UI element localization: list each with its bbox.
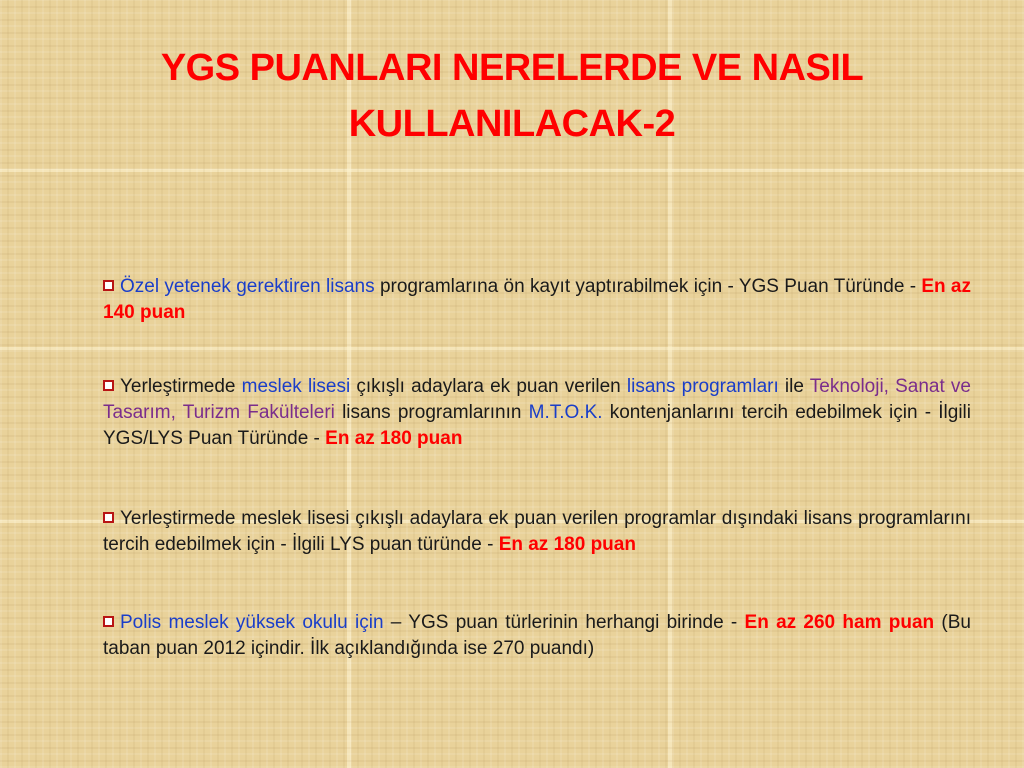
checkbox-bullet-icon (103, 280, 114, 291)
checkbox-bullet-icon (103, 512, 114, 523)
bullet-text: lisans programlarının (334, 402, 529, 423)
bullet-text-highlight: meslek lisesi (241, 376, 351, 397)
checkbox-bullet-icon (103, 616, 114, 627)
bullet-item (103, 506, 971, 558)
bullet-text: kontenjanlarını tercih edebilmek için - İlgili YGS/LYS Puan Türünde - (103, 402, 971, 449)
bullet-text: programlarına ön kayıt yaptırabilmek için - YGS Puan Türünde - (374, 276, 922, 297)
slide-title (80, 40, 944, 152)
bullet-text: Yerleştirmede (120, 376, 242, 397)
bullet-text-highlight: Özel yetenek gerektiren lisans (120, 276, 375, 297)
bullet-item (103, 374, 971, 452)
bullet-score: En az 140 puan (103, 276, 972, 323)
bullet-item (103, 610, 971, 662)
bullet-text-highlight: Polis meslek yüksek okulu için (120, 612, 384, 633)
checkbox-bullet-icon (103, 380, 114, 391)
bullet-text: – YGS puan türlerinin herhangi birinde - (383, 612, 745, 633)
bullet-score: En az 180 puan (498, 534, 636, 555)
bullet-item (103, 274, 971, 326)
bullet-list (103, 274, 971, 662)
bullet-text-faculties: Teknoloji, Sanat ve Tasarım, Turizm Fakülteleri (103, 376, 971, 423)
bullet-score: En az 260 ham puan (744, 612, 935, 633)
title-line-1: YGS PUANLARI NERELERDE VE NASIL (160, 47, 864, 89)
bullet-text-highlight: M.T.O.K. (528, 402, 603, 423)
bullet-text: ile (778, 376, 810, 397)
bullet-text: (Bu taban puan 2012 içindir. İlk açıklandığında ise 270 puandı) (103, 612, 971, 659)
bullet-text: Yerleştirmede meslek lisesi çıkışlı adaylara ek puan verilen programlar dışındaki lisans programlarını tercih edebilmek için - İlgili LYS puan türünde - (103, 508, 971, 555)
title-line-2: KULLANILACAK-2 (348, 103, 676, 145)
bullet-text-highlight: lisans programları (626, 376, 779, 397)
bullet-text: çıkışlı adaylara ek puan verilen (350, 376, 627, 397)
bullet-score: En az 180 puan (325, 428, 463, 449)
